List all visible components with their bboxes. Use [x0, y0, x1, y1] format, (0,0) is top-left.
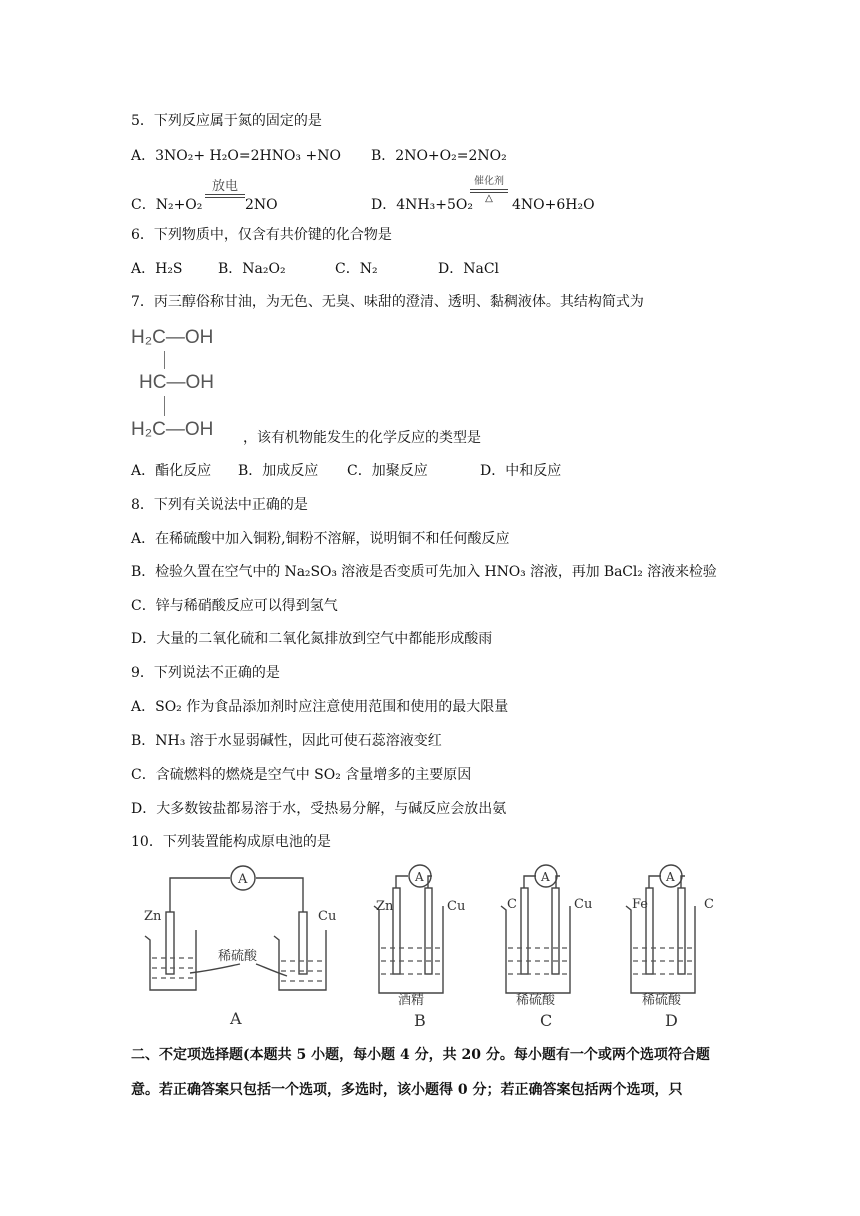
- device-a-left-electrode: Zn: [144, 909, 162, 924]
- q5-option-c-label: C．: [131, 197, 156, 213]
- heat-symbol: △: [485, 193, 493, 204]
- equals-sign: [470, 189, 508, 190]
- q10-stem: 10．下列装置能构成原电池的是: [131, 834, 331, 850]
- q5-option-c-right: 2NO: [245, 197, 278, 213]
- q6-option-a: A．H₂S: [131, 261, 183, 277]
- q9-stem: 9．下列说法不正确的是: [131, 665, 280, 681]
- q5-option-d-catalyst: 催化剂: [474, 176, 504, 187]
- device-c-solution: 稀硫酸: [516, 993, 556, 1008]
- device-d-solution: 稀硫酸: [642, 993, 682, 1008]
- meter-label: A: [541, 870, 550, 884]
- q5-option-c: [131, 195, 202, 215]
- meter-label: A: [415, 870, 424, 884]
- device-b-solution: 酒精: [398, 993, 425, 1008]
- device-d: [626, 876, 695, 993]
- device-c-left-electrode: C: [507, 897, 517, 912]
- q8-option-b: B．检验久置在空气中的 Na₂SO₃ 溶液是否变质可先加入 HNO₃ 溶液，再加 BaCl₂ 溶液来检验: [131, 564, 717, 580]
- device-a-label: A: [230, 1009, 242, 1028]
- q8-option-d: D．大量的二氧化硫和二氧化氮排放到空气中都能形成酸雨: [131, 631, 493, 647]
- device-b-right-electrode: Cu: [447, 899, 466, 914]
- device-b-label: B: [414, 1011, 426, 1030]
- device-c-label: C: [540, 1011, 553, 1030]
- q6-option-b: B．Na₂O₂: [218, 261, 286, 277]
- q7-option-c: C．加聚反应: [347, 463, 428, 479]
- galvanic-cell-figure: [0, 858, 860, 1058]
- q8-option-a: A．在稀硫酸中加入铜粉,铜粉不溶解，说明铜不和任何酸反应: [131, 531, 510, 547]
- q7-option-b: B．加成反应: [238, 463, 319, 479]
- q5-option-d-condition: [470, 176, 508, 204]
- meter-label: A: [238, 872, 248, 887]
- q5-option-b-text: 2NO+O₂=2NO₂: [395, 148, 507, 164]
- structure-bond-2: [164, 396, 165, 416]
- device-c: [501, 876, 570, 993]
- q9-option-c: C．含硫燃料的燃烧是空气中 SO₂ 含量增多的主要原因: [131, 767, 472, 783]
- equals-sign: [205, 194, 245, 195]
- structure-bond-1: [164, 351, 165, 369]
- q6-option-d: D．NaCl: [438, 261, 500, 277]
- q7-stem: 7．丙三醇俗称甘油，为无色、无臭、味甜的澄清、透明、黏稠液体。其结构简式为: [131, 294, 644, 310]
- device-b-left-electrode: Zn: [376, 899, 394, 914]
- q5-option-c-left: N₂+O₂: [155, 197, 203, 213]
- q8-option-c: C．锌与稀硝酸反应可以得到氢气: [131, 598, 338, 614]
- device-d-label: D: [665, 1011, 678, 1030]
- device-d-left-electrode: Fe: [632, 897, 649, 912]
- device-a-right-electrode: Cu: [318, 909, 337, 924]
- section2-line-1: 二、不定项选择题(本题共 5 小题，每小题 4 分，共 20 分。每小题有一个或两个选项符合题: [131, 1047, 710, 1063]
- q8-stem: 8．下列有关说法中正确的是: [131, 497, 308, 513]
- q5-option-b-label: B．: [371, 148, 396, 164]
- structure-row-3: H₂C—OH: [131, 419, 214, 440]
- device-d-right-electrode: C: [704, 897, 714, 912]
- q7-option-a: A．酯化反应: [131, 463, 212, 479]
- q5-option-a: [131, 146, 341, 166]
- q5-option-c-condition: [205, 181, 245, 198]
- q5-option-c-condition-text: 放电: [211, 179, 238, 194]
- q5-option-d-left: 4NH₃+5O₂: [396, 197, 473, 213]
- q7-stem-tail: ，该有机物能发生的化学反应的类型是: [243, 430, 481, 446]
- q5-option-b: [371, 146, 507, 166]
- q9-option-a: A．SO₂ 作为食品添加剂时应注意使用范围和使用的最大限量: [131, 699, 509, 715]
- q5-option-d-label: D．: [371, 197, 397, 213]
- q5-stem: 5．下列反应属于氮的固定的是: [131, 113, 322, 129]
- device-b: [374, 876, 443, 993]
- q9-option-b: B．NH₃ 溶于水显弱碱性，因此可使石蕊溶液变红: [131, 733, 442, 749]
- device-a-solution: 稀硫酸: [218, 949, 258, 964]
- structure-row-1: H₂C—OH: [131, 327, 214, 348]
- q5-option-d-right: 4NO+6H₂O: [512, 197, 595, 213]
- device-a: [145, 878, 326, 990]
- glycerol-structure: [131, 325, 241, 445]
- q5-option-a-text: 3NO₂+ H₂O=2HNO₃ +NO: [155, 148, 341, 164]
- q5-option-a-label: A．: [131, 148, 156, 164]
- structure-row-2: HC—OH: [139, 372, 214, 393]
- q6-option-c: C．N₂: [335, 261, 378, 277]
- q6-stem: 6．下列物质中，仅含有共价键的化合物是: [131, 227, 392, 243]
- meter-label: A: [666, 870, 675, 884]
- equals-sign-lower: [205, 197, 245, 198]
- device-c-right-electrode: Cu: [574, 897, 593, 912]
- q5-option-d: [371, 195, 473, 215]
- q9-option-d: D．大多数铵盐都易溶于水，受热易分解，与碱反应会放出氨: [131, 801, 507, 817]
- section2-line-2: 意。若正确答案只包括一个选项，多选时，该小题得 0 分；若正确答案包括两个选项，只: [131, 1082, 683, 1098]
- q7-option-d: D．中和反应: [480, 463, 562, 479]
